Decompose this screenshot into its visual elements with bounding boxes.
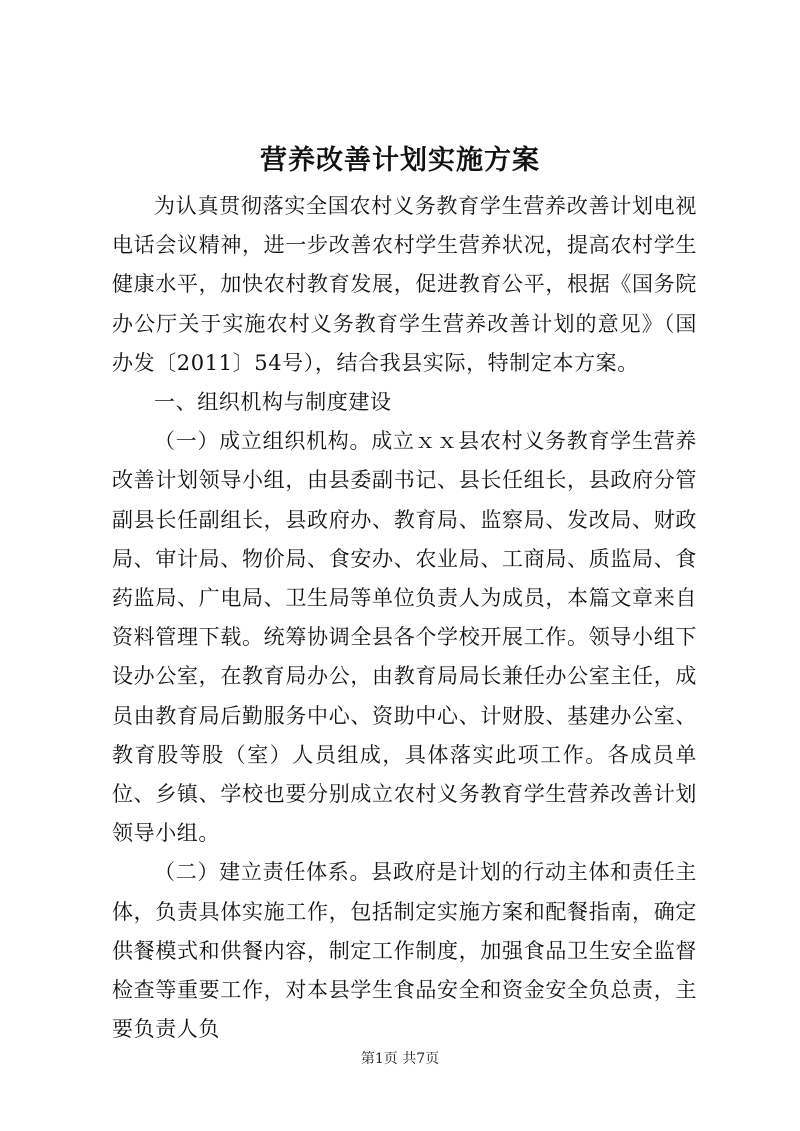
paragraph-organization: （一）成立组织机构。成立ｘｘ县农村义务教育学生营养改善计划领导小组，由县委副书记、县长任组长，县政府分管副县长任副组长，县政府办、教育局、监察局、发改局、财政局、审计局、物价局、食安办、农业局、工商局、质监局、食药监局、广电局、卫生局等单位负责人为成员，本篇文章来自资料管理下载。统筹协调全县各个学校开展工作。领导小组下设办公室，在教育局办公，由教育局局长兼任办公室主任，成员由教育局后勤服务中心、资助中心、计财股、基建办公室、教育股等股（室）人员组成，具体落实此项工作。各成员单位、乡镇、学校也要分别成立农村义务教育学生营养改善计划领导小组。 (112, 429, 697, 846)
section-heading-1: 一、组织机构与制度建设 (154, 390, 392, 415)
document-body (112, 187, 697, 1049)
paragraph-intro: 为认真贯彻落实全国农村义务教育学生营养改善计划电视电话会议精神，进一步改善农村学生营养状况，提高农村学生健康水平，加快农村教育发展，促进教育公平，根据《国务院办公厅关于实施农村义务教育学生营养改善计划的意见》（国办发〔2011〕54号），结合我县实际，特制定本方案。 (112, 194, 697, 375)
document-title: 营养改善计划实施方案 (260, 145, 540, 176)
page-footer: 第1页 共7页 (360, 1051, 440, 1067)
paragraph-responsibility: （二）建立责任体系。县政府是计划的行动主体和责任主体，负责具体实施工作，包括制定实施方案和配餐指南，确定供餐模式和供餐内容，制定工作制度，加强食品卫生安全监督检查等重要工作，对本县学生食品安全和资金安全负总责，主要负责人负 (112, 860, 697, 1042)
